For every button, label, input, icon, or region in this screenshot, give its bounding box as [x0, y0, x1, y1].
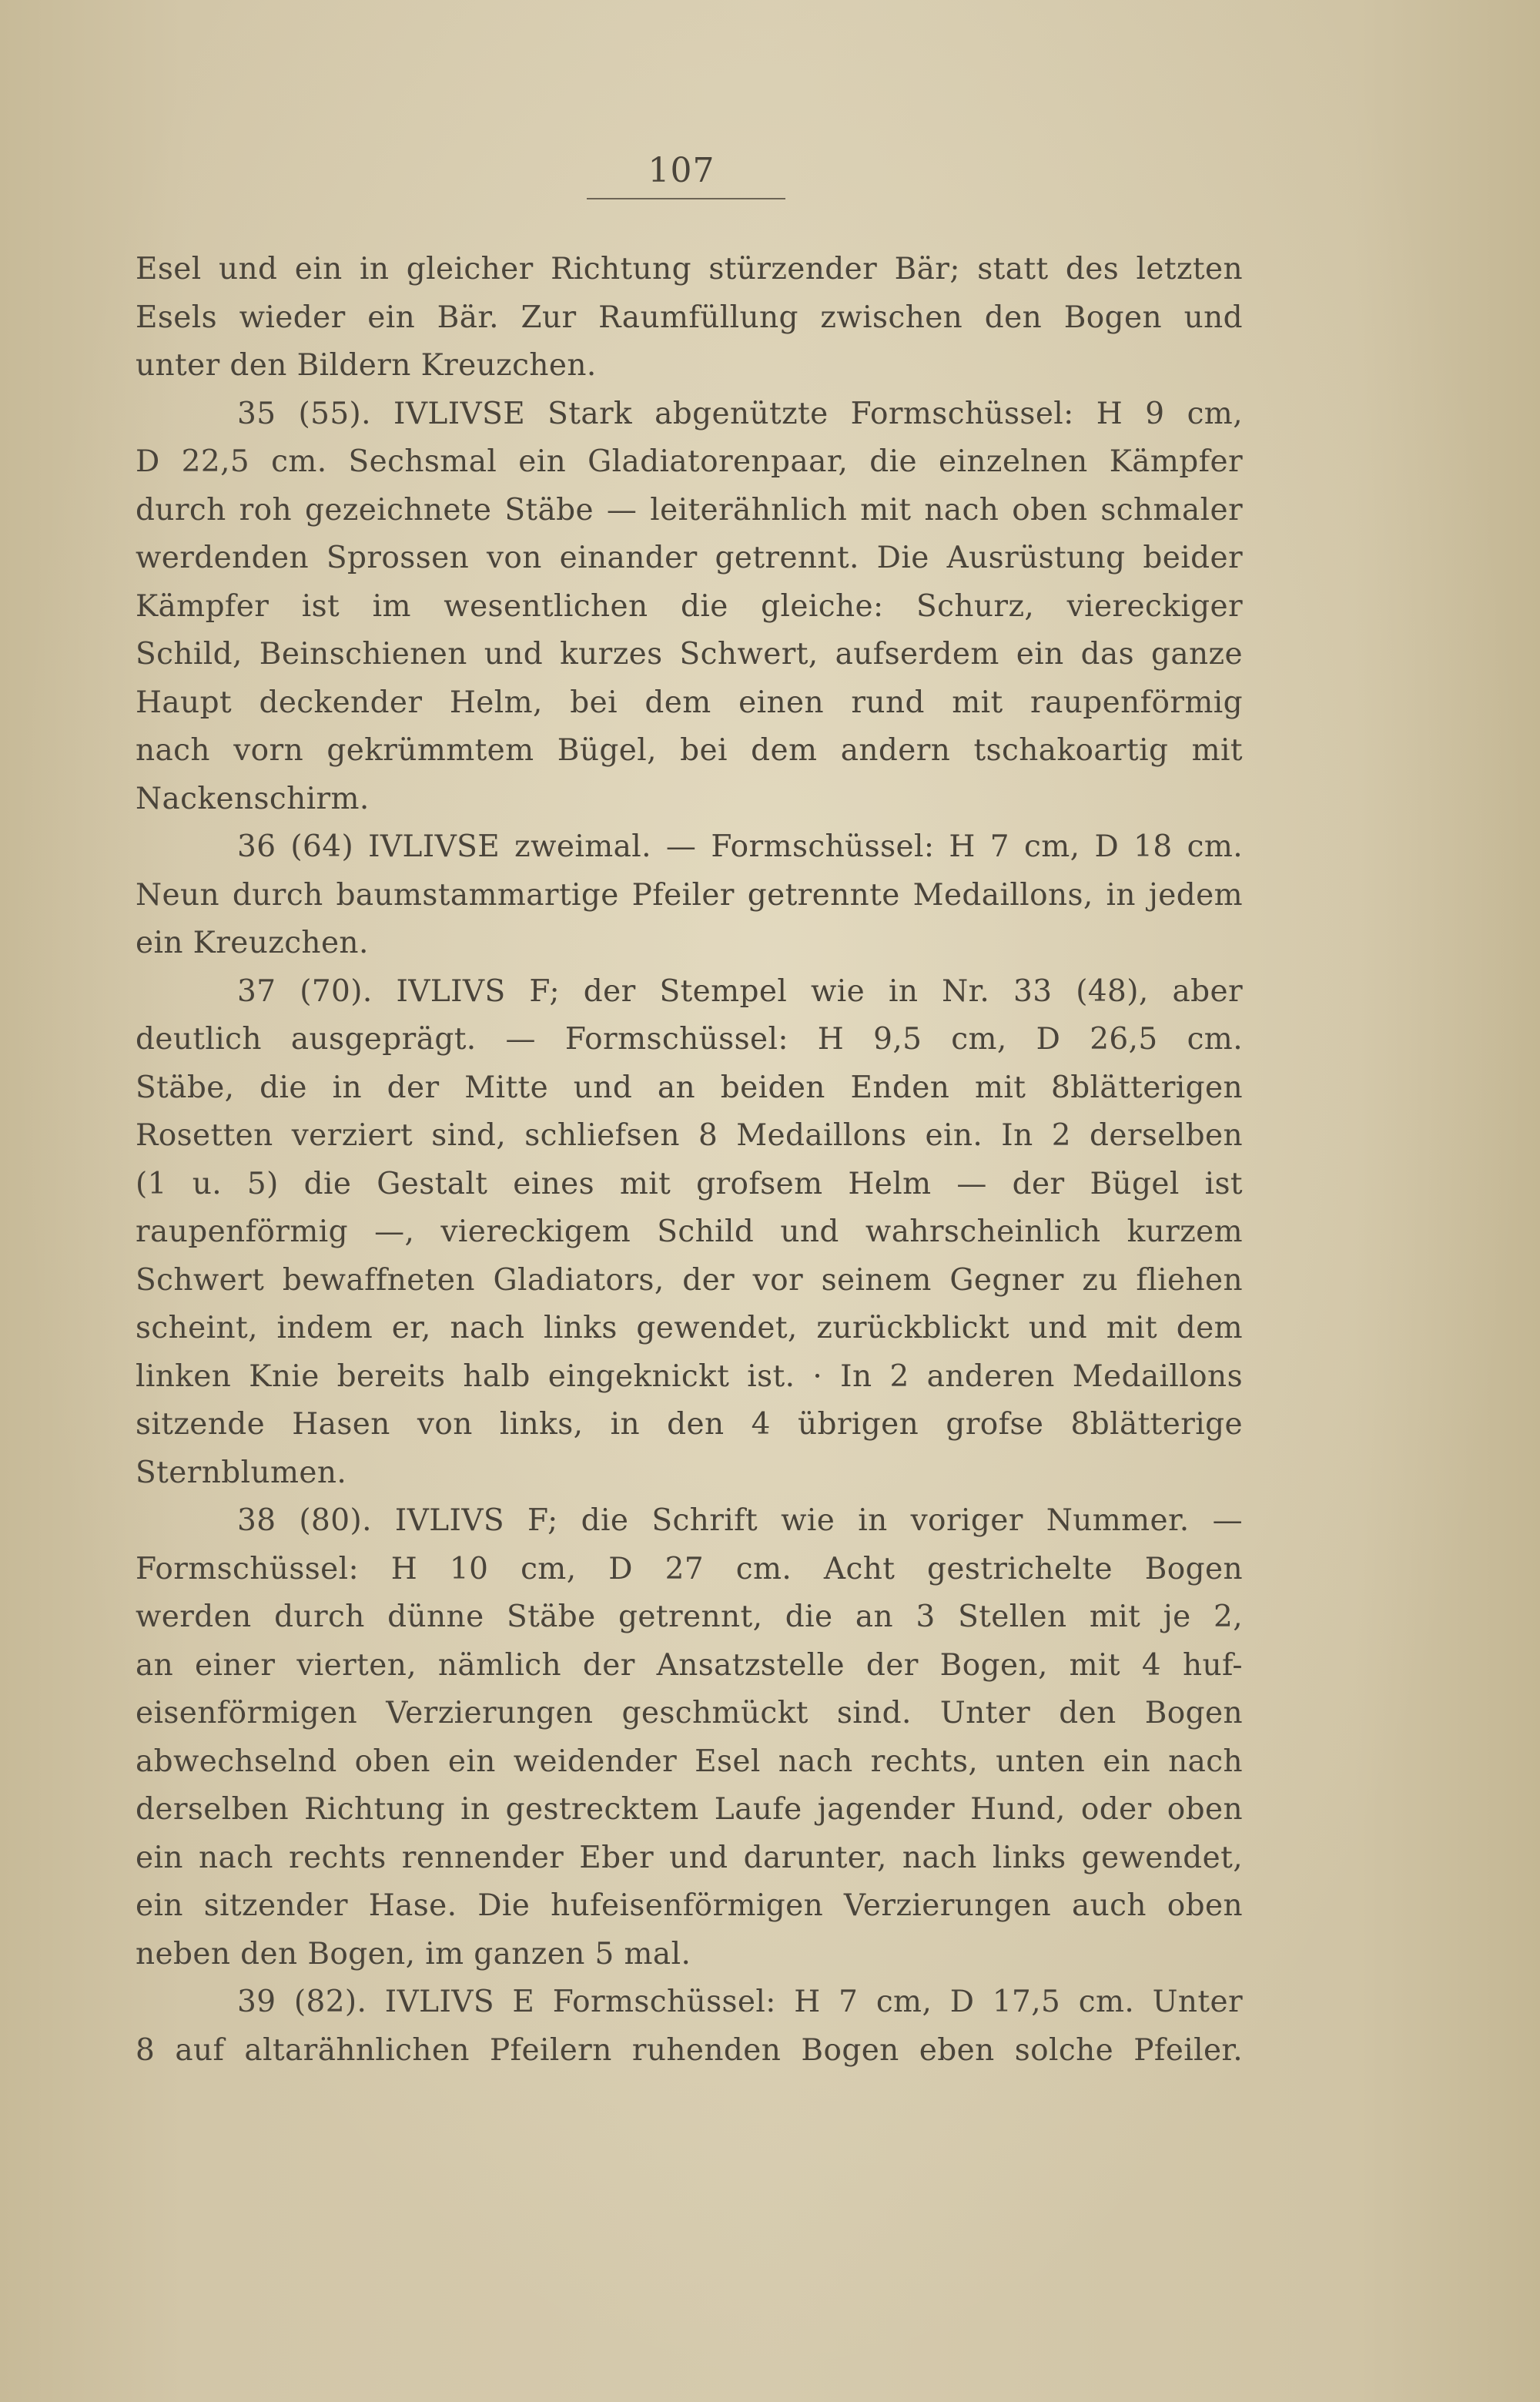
text-line: sitzende Hasen von links, in den 4 übrigen grofse 8blätterige — [136, 1407, 1243, 1442]
text-body — [136, 246, 1243, 2075]
text-line: Stäbe, die in der Mitte und an beiden Enden mit 8blätterigen — [136, 1070, 1243, 1105]
text-line: Formschüssel: H 10 cm, D 27 cm. Acht gestrichelte Bogen — [136, 1551, 1243, 1586]
text-line: 37 (70). IVLIVS F; der Stempel wie in Nr. 33 (48), aber — [237, 973, 1243, 1009]
text-line: ein nach rechts rennender Eber und darunter, nach links gewendet, — [136, 1840, 1243, 1875]
text-line: neben den Bogen, im ganzen 5 mal. — [136, 1936, 691, 1972]
text-line: raupenförmig —, viereckigem Schild und wahrscheinlich kurzem — [136, 1214, 1243, 1249]
text-line: eisenförmigen Verzierungen geschmückt sind. Unter den Bogen — [136, 1696, 1243, 1730]
header-rule — [587, 198, 785, 199]
text-line: Neun durch baumstammartige Pfeiler getrennte Medaillons, in jedem — [136, 877, 1243, 913]
text-line: Haupt deckender Helm, bei dem einen rund mit raupenförmig — [136, 685, 1243, 720]
page-number: 107 — [648, 151, 715, 190]
text-line: Schild, Beinschienen und kurzes Schwert, aufserdem ein das ganze — [136, 637, 1243, 672]
text-line: 35 (55). IVLIVSE Stark abgenützte Formschüssel: H 9 cm, — [237, 396, 1243, 431]
text-line: ein Kreuzchen. — [136, 926, 369, 960]
text-line: derselben Richtung in gestrecktem Laufe jagender Hund, oder oben — [136, 1792, 1243, 1827]
text-line: D 22,5 cm. Sechsmal ein Gladiatorenpaar, die einzelnen Kämpfer — [136, 444, 1243, 479]
text-line: Esels wieder ein Bär. Zur Raumfüllung zwischen den Bogen und — [136, 300, 1243, 335]
text-line: werdenden Sprossen von einander getrennt. Die Ausrüstung beider — [136, 541, 1243, 575]
text-line: (1 u. 5) die Gestalt eines mit grofsem Helm — der Bügel ist — [136, 1166, 1243, 1201]
text-line: 8 auf altarähnlichen Pfeilern ruhenden Bogen eben solche Pfeiler. — [136, 2032, 1243, 2068]
text-line: Nackenschirm. — [136, 781, 370, 816]
text-line: nach vorn gekrümmtem Bügel, bei dem andern tschakoartig mit — [136, 733, 1243, 768]
text-line: 38 (80). IVLIVS F; die Schrift wie in voriger Nummer. — — [237, 1503, 1243, 1538]
text-line: Esel und ein in gleicher Richtung stürzender Bär; statt des letzten — [136, 252, 1243, 286]
text-line: abwechselnd oben ein weidender Esel nach rechts, unten ein nach — [136, 1744, 1243, 1779]
text-line: scheint, indem er, nach links gewendet, zurückblickt und mit dem — [136, 1311, 1243, 1345]
text-line: Rosetten verziert sind, schliefsen 8 Medaillons ein. In 2 derselben — [136, 1118, 1243, 1153]
text-line: werden durch dünne Stäbe getrennt, die an 3 Stellen mit je 2, — [136, 1600, 1243, 1634]
text-line: Kämpfer ist im wesentlichen die gleiche: Schurz, viereckiger — [136, 588, 1243, 624]
text-line: 39 (82). IVLIVS E Formschüssel: H 7 cm, D 17,5 cm. Unter — [237, 1985, 1243, 2019]
text-line: Sternblumen. — [136, 1455, 347, 1490]
text-line: linken Knie bereits halb eingeknickt ist. · In 2 anderen Medaillons — [136, 1358, 1243, 1394]
text-line: unter den Bildern Kreuzchen. — [136, 348, 597, 383]
text-line: deutlich ausgeprägt. — Formschüssel: H 9,5 cm, D 26,5 cm. — [136, 1022, 1243, 1057]
text-line: ein sitzender Hase. Die hufeisenförmigen Verzierungen auch oben — [136, 1888, 1243, 1923]
text-line: 36 (64) IVLIVSE zweimal. — Formschüssel: H 7 cm, D 18 cm. — [237, 829, 1243, 864]
text-line: durch roh gezeichnete Stäbe — leiterähnlich mit nach oben schmaler — [136, 492, 1243, 528]
text-line: an einer vierten, nämlich der Ansatzstelle der Bogen, mit 4 huf- — [136, 1647, 1243, 1683]
text-line: Schwert bewaffneten Gladiators, der vor seinem Gegner zu fliehen — [136, 1262, 1243, 1298]
